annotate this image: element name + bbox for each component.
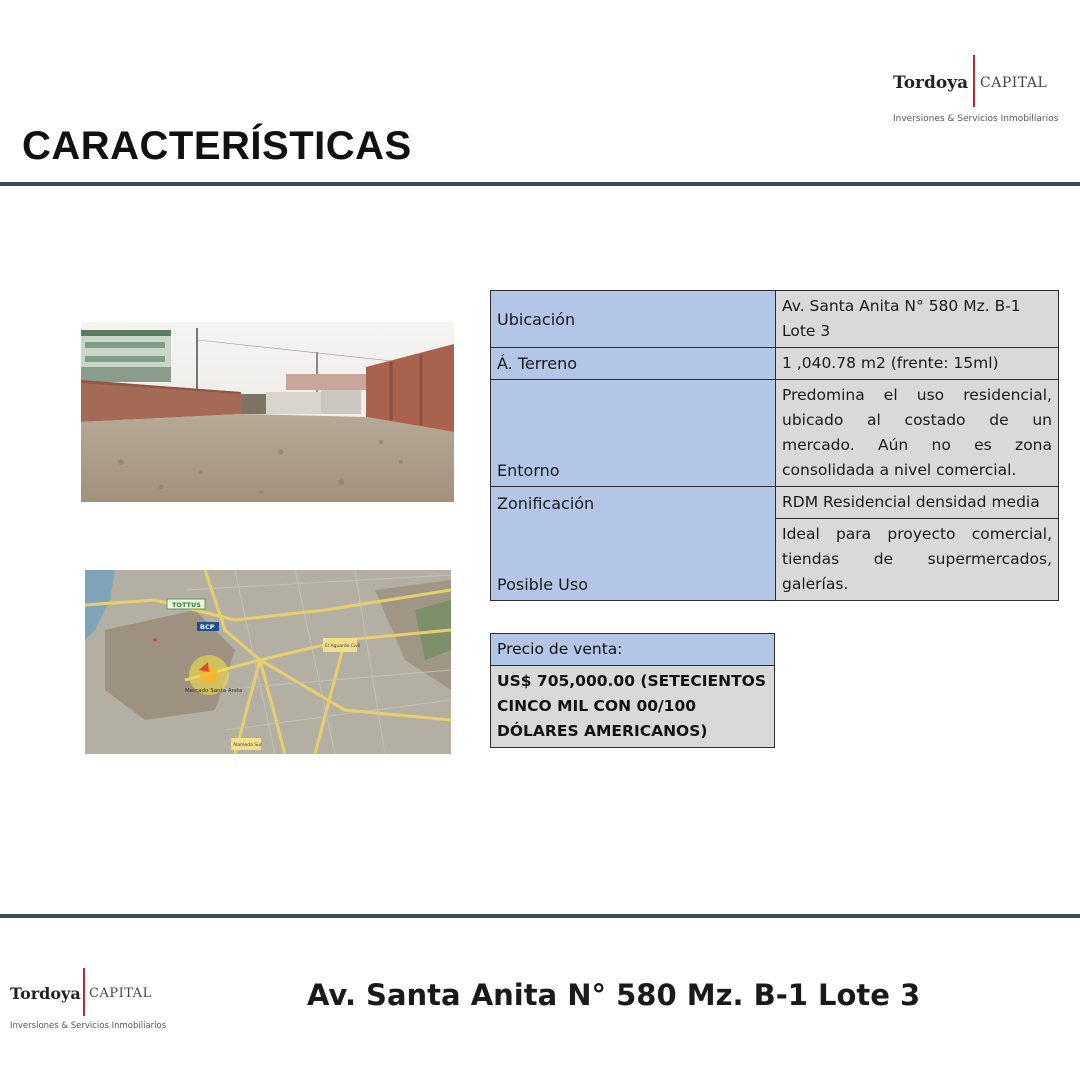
row-label-posible-uso: Posible Uso [491, 519, 776, 601]
logo-name-caps: CAPITAL [89, 986, 152, 1001]
row-value-posible-uso: Ideal para proyecto comercial, tiendas de supermercados, galerías. [776, 519, 1059, 601]
map-label-mercado: Mercado Santa Anita [185, 688, 243, 694]
table-row [491, 348, 1059, 380]
table-row [491, 291, 1059, 348]
logo-tagline: Inversiones & Servicios Inmobiliarios [10, 1021, 167, 1031]
logo-name-bold: Tordoya [10, 984, 81, 1003]
characteristics-table [490, 290, 1059, 601]
logo-divider [973, 55, 975, 107]
price-value: US$ 705,000.00 (SETECIENTOS CINCO MIL CON 00/100 DÓLARES AMERICANOS) [491, 666, 775, 748]
logo-name-caps: CAPITAL [980, 75, 1048, 91]
price-label: Precio de venta: [491, 634, 775, 666]
row-label-zonificacion: Zonificación [491, 487, 776, 519]
map-label-tottus: TOTTUS [172, 601, 201, 609]
table-row [491, 487, 1059, 519]
row-label-entorno: Entorno [491, 380, 776, 487]
footer-address: Av. Santa Anita N° 580 Mz. B-1 Lote 3 [307, 978, 921, 1012]
logo-tagline: Inversiones & Servicios Inmobiliarios [893, 114, 1059, 124]
brand-logo-top [893, 55, 1063, 130]
map-label-alameda: Alameda Sur [233, 743, 262, 748]
lot-photo [81, 322, 454, 502]
row-value-zonificacion: RDM Residencial densidad media [776, 487, 1059, 519]
footer-divider [0, 914, 1080, 918]
logo-divider [83, 968, 85, 1016]
table-row [491, 380, 1059, 487]
price-table [490, 633, 775, 748]
row-value-terreno: 1 ,040.78 m2 (frente: 15ml) [776, 348, 1059, 380]
logo-name-bold: Tordoya [893, 73, 969, 93]
header-divider [0, 182, 1080, 186]
row-value-entorno: Predomina el uso residencial, ubicado al costado de un mercado. Aún no es zona consolidada a nivel comercial. [776, 380, 1059, 487]
row-label-ubicacion: Ubicación [491, 291, 776, 348]
brand-logo-bottom [10, 966, 180, 1036]
row-value-ubicacion: Av. Santa Anita N° 580 Mz. B-1 Lote 3 [776, 291, 1059, 348]
map-label-bcp: BCP [200, 623, 215, 631]
row-label-terreno: Á. Terreno [491, 348, 776, 380]
page-title: CARACTERÍSTICAS [22, 124, 412, 168]
map-label-aguardo: El Aguardo Civil [325, 644, 361, 649]
location-map [85, 570, 451, 754]
table-row [491, 519, 1059, 601]
